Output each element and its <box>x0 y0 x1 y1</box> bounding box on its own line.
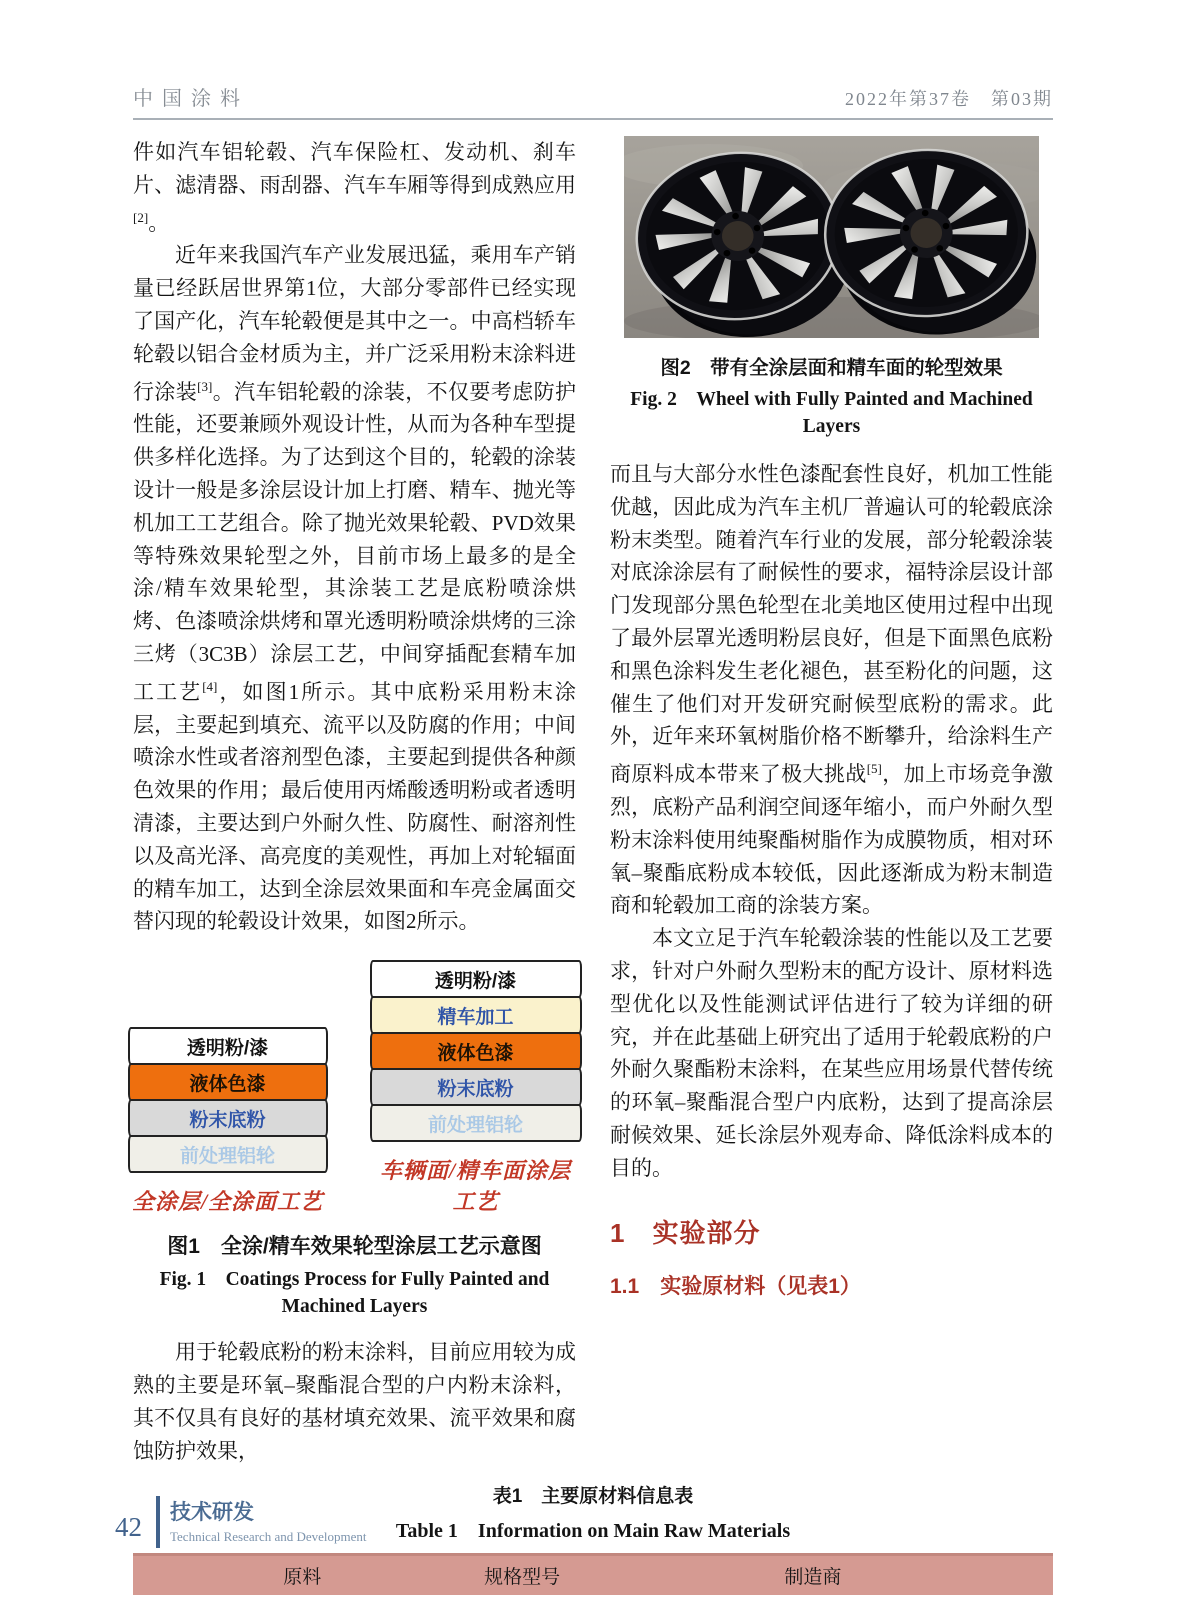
reference-mark: [4] <box>202 678 218 694</box>
coating-layer: 透明粉/漆 <box>128 1027 328 1065</box>
right-column <box>610 136 1053 1467</box>
text-run: 件如汽车铝轮毂、汽车保险杠、发动机、刹车片、滤清器、雨刮器、汽车车厢等得到成熟应用 <box>133 140 576 197</box>
figure-2-wheel-photo <box>610 136 1053 440</box>
footer-section-cn: 技术研发 <box>170 1500 254 1524</box>
text-run: 而且与大部分水性色漆配套性良好，机加工性能优越，因此成为汽车主机厂普遍认可的轮毂底涂粉末类型。随着汽车行业的发展，部分轮毂涂装对底涂涂层有了耐候性的要求，福特涂层设计部门发现部分黑色轮型在北美地区使用过程中出现了最外层罩光透明粉层良好，但是下面黑色底粉和黑色涂料发生老化褪色，甚至粉化的问题，这催生了他们对开发研究耐候型底粉的需求。此外，近年来环氧树脂价格不断攀升，给涂料生产商原料成本带来了极大挑战 <box>610 462 1053 787</box>
coating-layer: 粉末底粉 <box>128 1099 328 1137</box>
coating-layer: 透明粉/漆 <box>370 960 582 998</box>
paragraph <box>133 239 576 938</box>
machined-face-stack <box>370 960 582 1216</box>
coating-layer: 粉末底粉 <box>370 1068 582 1106</box>
reference-mark: [2] <box>133 209 149 225</box>
table-row <box>133 1595 1053 1600</box>
layer-stack <box>128 1027 328 1173</box>
figure1-caption-cn: 图1 全涂/精车效果轮型涂层工艺示意图 <box>167 1235 542 1259</box>
page-footer <box>115 1496 367 1548</box>
text-run: 。 <box>148 210 170 235</box>
text-run: 近年来我国汽车产业发展迅猛，乘用车产销量已经跃居世界第1位，大部分零部件已经实现了国产化，汽车轮毂便是其中之一。中高档轿车轮毂以铝合金材质为主，并广泛采用粉末涂料进行涂装 <box>133 243 576 404</box>
table-cell <box>472 1595 573 1600</box>
journal-name: 中国涂料 <box>133 88 249 110</box>
coating-stacks <box>133 960 576 1216</box>
figure-1-coating-diagram <box>133 960 576 1320</box>
header-rule <box>133 118 1053 120</box>
reference-mark: [5] <box>866 761 882 777</box>
table-cell <box>133 1595 472 1600</box>
stack-caption: 全涂层/全涂面工艺 <box>131 1189 324 1215</box>
table-header-row <box>133 1555 1053 1595</box>
col-header-manufacturer: 制造商 <box>573 1555 1053 1595</box>
footer-divider-bar <box>156 1496 160 1548</box>
paragraph <box>610 458 1053 922</box>
section-heading-1: 1 实验部分 <box>610 1217 761 1248</box>
wheel-photo-illustration <box>624 136 1039 338</box>
page-number: 42 <box>115 1511 142 1542</box>
figure2-caption-cn: 图2 带有全涂层面和精车面的轮型效果 <box>660 357 1003 379</box>
text-run: 。汽车铝轮毂的涂装，不仅要考虑防护性能，还要兼顾外观设计性，从而为各种车型提供多样化选择。为了达到这个目的，轮毂的涂装设计一般是多涂层设计加上打磨、精车、抛光等机加工工艺组合。除了抛光效果轮毂、PVD效果等特殊效果轮型之外，目前市场上最多的是全涂/精车效果轮型，其涂装工艺是底粉喷涂烘烤、色漆喷涂烘烤和罩光透明粉喷涂烘烤的三涂三烤（3C3B）涂层工艺，中间穿插配套精车加工工艺 <box>133 379 576 704</box>
col-header-material: 原料 <box>133 1555 472 1595</box>
left-column <box>133 136 576 1467</box>
coating-layer: 精车加工 <box>370 996 582 1034</box>
coating-layer: 前处理铝轮 <box>370 1104 582 1142</box>
fully-painted-stack <box>128 1027 328 1216</box>
footer-section-en: Technical Research and Development <box>170 1528 367 1544</box>
col-header-grade: 规格型号 <box>472 1555 573 1595</box>
figure1-caption-en: Fig. 1 Coatings Process for Fully Painted and Machined Layers <box>159 1269 550 1318</box>
table-body <box>133 1595 1053 1600</box>
table1-title-en: Table 1 Information on Main Raw Materials <box>395 1520 791 1543</box>
paragraph: 本文立足于汽车轮毂涂装的性能以及工艺要求，针对户外耐久型粉末的配方设计、原材料选型优化以及性能测试评估进行了较为详细的研究，并在此基础上研究出了适用于轮毂底粉的户外耐久聚酯粉末涂料，在某些应用场景代替传统的环氧–聚酯混合型户内底粉，达到了提高涂层耐候效果、延长涂层外观寿命、降低涂料成本的目的。 <box>610 926 1053 1180</box>
stack-caption: 车辆面/精车面涂层工艺 <box>379 1158 572 1215</box>
page-header <box>133 82 1053 111</box>
raw-materials-table <box>133 1553 1053 1600</box>
layer-stack <box>370 960 582 1142</box>
figure2-caption-en: Fig. 2 Wheel with Fully Painted and Machined Layers <box>630 389 1033 437</box>
wheel-photo <box>610 136 1053 338</box>
text-run: ，如图1所示。其中底粉采用粉末涂层，主要起到填充、流平以及防腐的作用；中间喷涂水性或者溶剂型色漆，主要起到提供各种颜色效果的作用；最后使用丙烯酸透明粉或者透明清漆，主要达到户外耐久性、防腐性、耐溶剂性以及高光泽、高亮度的美观性，再加上对轮辐面的精车加工，达到全涂层效果面和车亮金属面交替闪现的轮毂设计效果，如图2所示。 <box>133 679 577 934</box>
coating-layer: 液体色漆 <box>370 1032 582 1070</box>
coating-layer: 前处理铝轮 <box>128 1135 328 1173</box>
text-run: ，加上市场竞争激烈，底粉产品利润空间逐年缩小，而户外耐久型粉末涂料使用纯聚酯树脂作为成膜物质，相对环氧–聚酯底粉成本较低，因此逐渐成为粉末制造商和轮毂加工商的涂装方案。 <box>610 762 1053 918</box>
coating-layer: 液体色漆 <box>128 1063 328 1101</box>
two-column-body <box>133 136 1053 1467</box>
paragraph <box>133 136 576 239</box>
table-cell <box>573 1595 1053 1600</box>
issue-info: 2022年第37卷 第03期 <box>845 89 1053 109</box>
table1-title-cn: 表1 主要原材料信息表 <box>492 1486 694 1508</box>
paragraph: 用于轮毂底粉的粉末涂料，目前应用较为成熟的主要是环氧–聚酯混合型的户内粉末涂料，其不仅具有良好的基材填充效果、流平效果和腐蚀防护效果， <box>133 1340 576 1463</box>
reference-mark: [3] <box>197 378 213 394</box>
section-heading-1-1: 1.1 实验原材料（见表1） <box>610 1274 861 1298</box>
